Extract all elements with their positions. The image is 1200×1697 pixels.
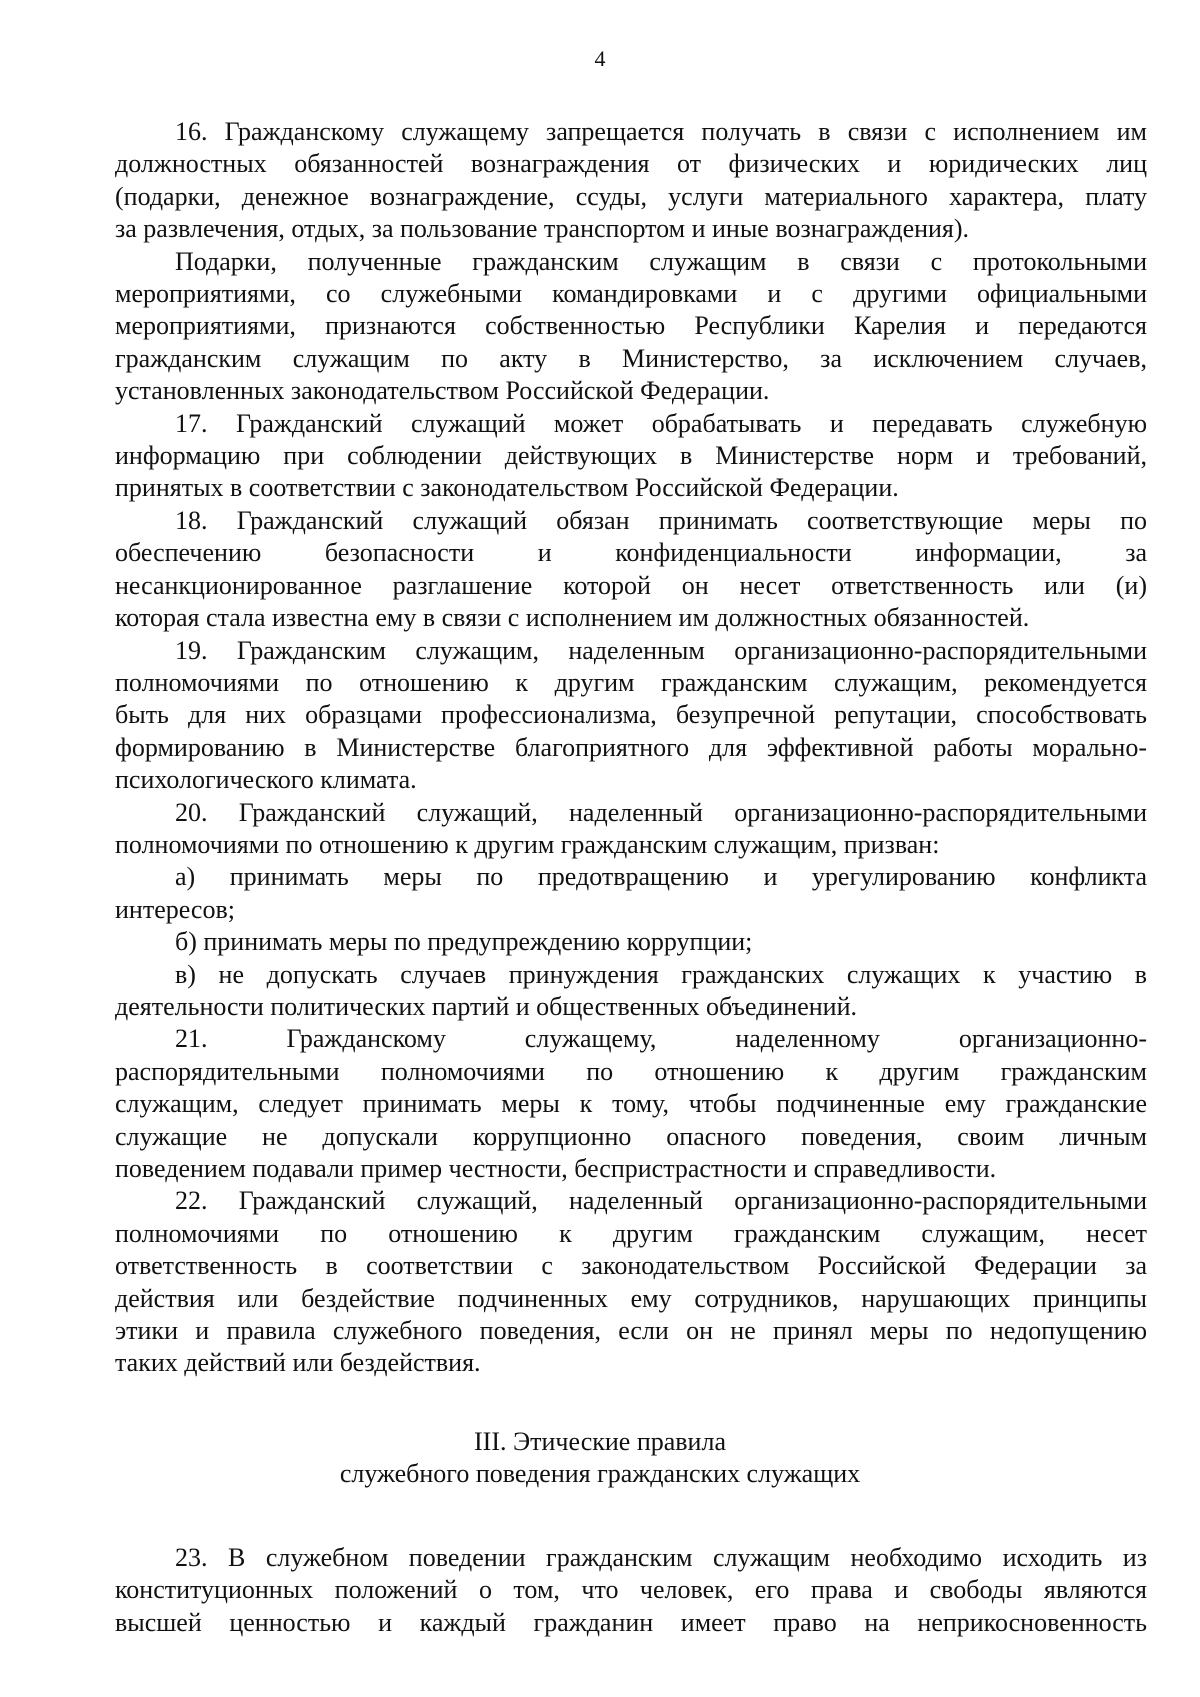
paragraph-20 [115,797,1147,862]
text-line: 22. Гражданский служащий, наделенный организационно-распорядительными [175,1186,1147,1216]
paragraph-22 [115,1185,1147,1379]
text-line: установленных законодательством Российской Федерации. [115,376,770,406]
text-line: полномочиями по отношению к другим гражданским служащим, рекомендуется [115,667,1147,697]
text-line: 23. В служебном поведении гражданским служащим необходимо исходить из [175,1543,1147,1572]
paragraph-19 [115,635,1147,797]
body-text-bottom [115,1542,1147,1639]
text-line: деятельности политических партий и общественных объединений. [115,991,858,1021]
text-line: в) не допускать случаев принуждения гражданских служащих к участию в [175,959,1147,989]
text-line: этики и правила служебного поведения, если он не принял меры по недопущению [115,1316,1147,1346]
text-line: поведением подавали пример честности, беспристрастности и справедливости. [115,1154,997,1183]
paragraph-20-v [115,959,1147,1024]
text-line: 17. Гражданский служащий может обрабатывать и передавать служебную [175,408,1147,438]
text-line: которая стала известна ему в связи с исполнением им должностных обязанностей. [115,603,1030,633]
text-line: 19. Гражданским служащим, наделенным организационно-распорядительными [175,635,1147,665]
paragraph-23 [115,1542,1147,1639]
text-line: формированию в Министерстве благоприятного для эффективной работы морально- [115,732,1147,762]
text-line: гражданским служащим по акту в Министерство, за исключением случаев, [115,343,1147,373]
section-heading-subtitle: служебного поведения гражданских служащих [339,1459,861,1489]
paragraph-21 [115,1023,1147,1185]
section-heading-title: III. Этические правила [474,1427,726,1456]
text-line: конституционных положений о том, что человек, его права и свободы являются [115,1575,1147,1605]
body-text-top [115,116,1147,1380]
text-line: принятых в соответствии с законодательством Российской Федерации. [115,473,899,503]
text-line: обеспечению безопасности и конфиденциальности информации, за [115,538,1147,568]
paragraph-20-a [115,861,1147,926]
text-line: б) принимать меры по предупреждению коррупции; [175,927,753,957]
paragraph-20-b [115,926,1147,958]
text-line: (подарки, денежное вознаграждение, ссуды, услуги материального характера, плату [115,181,1147,211]
text-line: 20. Гражданский служащий, наделенный организационно-распорядительными [175,797,1147,827]
text-line: служащим, следует принимать меры к тому, чтобы подчиненные ему гражданские [115,1089,1147,1119]
text-line: служащие не допускали коррупционно опасного поведения, своим личным [115,1121,1147,1151]
text-line: высшей ценностью и каждый гражданин имеет право на неприкосновенность [115,1607,1147,1637]
text-line: действия или бездействие подчиненных ему сотрудников, нарушающих принципы [115,1283,1147,1313]
text-line: ответственность в соответствии с законодательством Российской Федерации за [115,1251,1147,1281]
text-line: полномочиями по отношению к другим гражданским служащим, несет [115,1218,1147,1248]
text-line: Подарки, полученные гражданским служащим в связи с протокольными [175,246,1147,276]
text-line: за развлечения, отдых, за пользование транспортом и иные вознаграждения). [115,214,970,244]
page-number: 4 [594,46,606,71]
text-line: таких действий или бездействия. [115,1348,481,1378]
text-line: быть для них образцами профессионализма, безупречной репутации, способствовать [115,700,1147,730]
text-line: мероприятиями, признаются собственностью Республики Карелия и передаются [115,311,1147,341]
text-line: 21. Гражданскому служащему, наделенному организационно- [175,1024,1147,1054]
text-line: психологического климата. [115,765,417,795]
text-line: интересов; [115,894,235,924]
paragraph-17 [115,408,1147,505]
paragraph-18 [115,505,1147,635]
paragraph-16-gifts [115,246,1147,408]
text-line: распорядительными полномочиями по отношению к другим гражданским [115,1056,1147,1086]
text-line: должностных обязанностей вознаграждения от физических и юридических лиц [115,149,1147,179]
text-line: полномочиями по отношению к другим гражданским служащим, призван: [115,829,940,859]
text-line: 16. Гражданскому служащему запрещается получать в связи с исполнением им [175,117,1147,146]
text-line: мероприятиями, со служебными командировками и с другими официальными [115,279,1147,309]
text-line: информацию при соблюдении действующих в Министерстве норм и требований, [115,441,1147,471]
text-line: 18. Гражданский служащий обязан принимать соответствующие меры по [175,505,1147,535]
section-heading [0,1426,1200,1491]
text-line: несанкционированное разглашение которой он несет ответственность или (и) [115,570,1147,600]
paragraph-16 [115,116,1147,246]
text-line: а) принимать меры по предотвращению и урегулированию конфликта [175,862,1147,892]
